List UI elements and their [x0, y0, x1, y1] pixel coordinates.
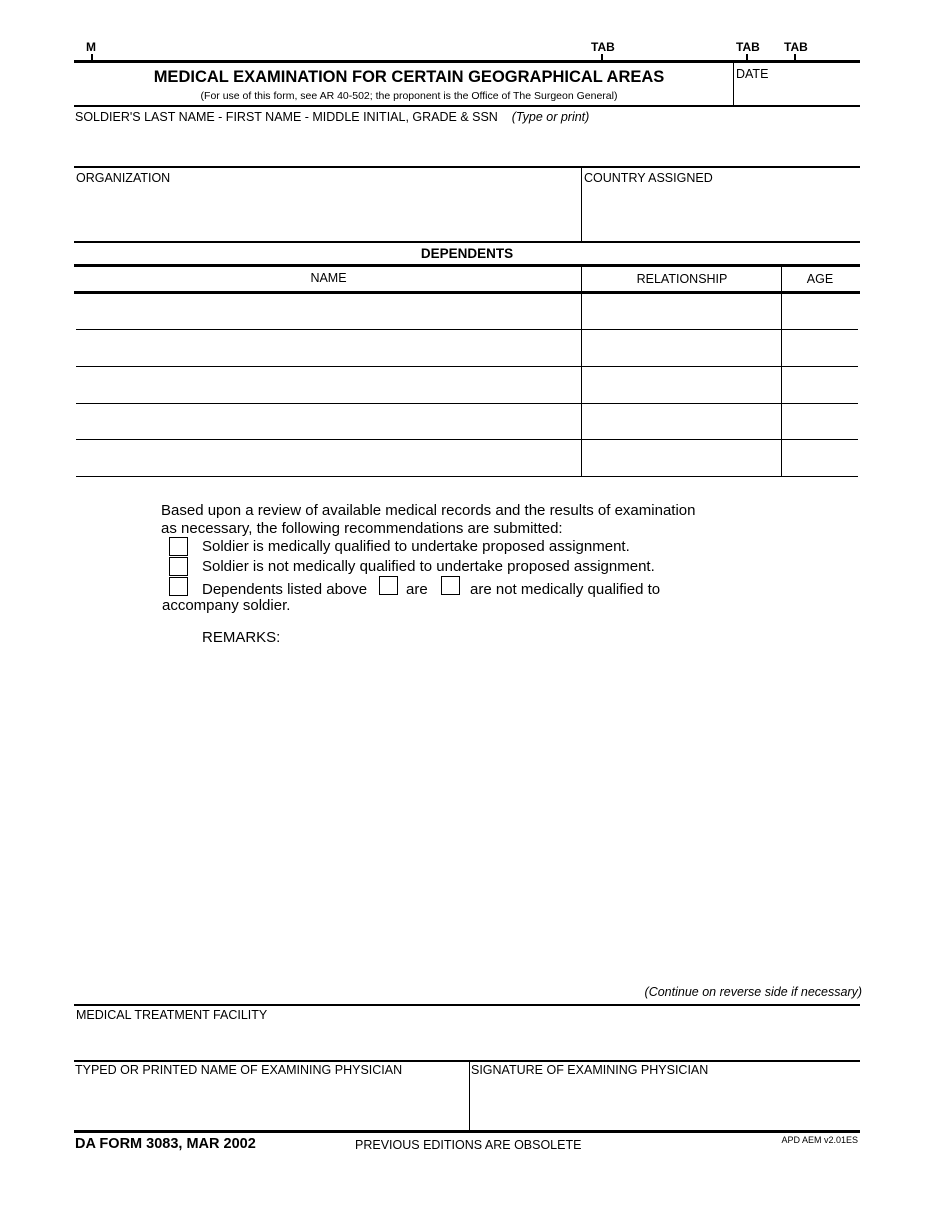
dependent-relationship-input[interactable]: [586, 372, 776, 398]
dependents-header-rule: [74, 291, 860, 294]
header-bottom-rule: [74, 105, 860, 107]
physician-top-rule: [74, 1060, 860, 1062]
column-header-relationship: RELATIONSHIP: [636, 272, 728, 286]
option-dependents-are-not: are not medically qualified to: [470, 581, 661, 598]
physician-name-label: TYPED OR PRINTED NAME OF EXAMINING PHYSICIAN: [75, 1063, 403, 1077]
physician-signature-field[interactable]: [472, 1082, 856, 1128]
physician-signature-label: SIGNATURE OF EXAMINING PHYSICIAN: [471, 1063, 709, 1077]
dependent-name-input[interactable]: [80, 335, 576, 361]
continue-note: (Continue on reverse side if necessary): [644, 985, 862, 999]
option-soldier-not-qualified: Soldier is not medically qualified to undertake proposed assignment.: [202, 558, 655, 575]
country-assigned-label: COUNTRY ASSIGNED: [584, 171, 713, 185]
facility-top-rule: [74, 1004, 860, 1006]
header-top-rule: [74, 60, 860, 63]
physician-divider: [469, 1062, 470, 1132]
recommendations-intro-line2: as necessary, the following recommendations are submitted:: [161, 520, 563, 537]
column-header-name: NAME: [310, 271, 347, 285]
dependent-age-input[interactable]: [786, 372, 854, 398]
physician-name-input[interactable]: [78, 1085, 464, 1125]
soldier-name-label-text: SOLDIER'S LAST NAME - FIRST NAME - MIDDLE INITIAL, GRADE & SSN: [75, 110, 498, 124]
option-dependents-prefix: Dependents listed above: [202, 581, 368, 598]
row-rule: [76, 403, 858, 404]
remarks-label: REMARKS:: [202, 629, 281, 646]
row-rule: [76, 476, 858, 477]
option-dependents-continuation: accompany soldier.: [162, 597, 291, 614]
dependents-divider-name: [581, 266, 582, 477]
dependent-relationship-input[interactable]: [586, 298, 776, 324]
form-title: MEDICAL EXAMINATION FOR CERTAIN GEOGRAPHICAL AREAS: [153, 68, 665, 86]
checkbox-dependents[interactable]: [169, 577, 188, 596]
dependent-relationship-input[interactable]: [586, 444, 776, 470]
soldier-name-hint: (Type or print): [511, 110, 590, 124]
row-rule: [76, 366, 858, 367]
dependent-name-input[interactable]: [80, 444, 576, 470]
country-assigned-input[interactable]: [586, 192, 856, 236]
soldier-name-label: [75, 110, 589, 124]
organization-input[interactable]: [78, 192, 576, 236]
dependent-relationship-input[interactable]: [586, 408, 776, 434]
checkbox-dependents-are[interactable]: [379, 576, 398, 595]
previous-editions-note: PREVIOUS EDITIONS ARE OBSOLETE: [355, 1138, 582, 1152]
soldier-bottom-rule: [74, 166, 860, 168]
recommendations-intro-line1: Based upon a review of available medical records and the results of examination: [161, 502, 696, 519]
dependent-age-input[interactable]: [786, 298, 854, 324]
option-dependents-are: are: [406, 581, 428, 598]
dependent-age-input[interactable]: [786, 444, 854, 470]
dependents-title-rule: [74, 264, 860, 267]
dependent-name-input[interactable]: [80, 408, 576, 434]
dependent-age-input[interactable]: [786, 408, 854, 434]
form-id: DA FORM 3083, MAR 2002: [75, 1136, 256, 1152]
tab-marker-m: M: [86, 40, 96, 54]
row-rule: [76, 329, 858, 330]
remarks-input[interactable]: [202, 652, 860, 976]
date-label: DATE: [736, 67, 769, 81]
form-subtitle: (For use of this form, see AR 40-502; the proponent is the Office of The Surgeon General): [200, 90, 618, 102]
date-input[interactable]: [737, 84, 855, 102]
column-header-age: AGE: [806, 272, 834, 286]
checkbox-soldier-qualified[interactable]: [169, 537, 188, 556]
facility-label: MEDICAL TREATMENT FACILITY: [76, 1008, 268, 1022]
dependent-relationship-input[interactable]: [586, 335, 776, 361]
soldier-name-input[interactable]: [78, 134, 856, 162]
dependent-name-input[interactable]: [80, 372, 576, 398]
organization-bottom-rule: [74, 241, 860, 243]
country-divider: [581, 168, 582, 242]
tab-marker-2: TAB: [736, 40, 760, 54]
tab-marker-1: TAB: [591, 40, 615, 54]
tab-marker-3: TAB: [784, 40, 808, 54]
date-divider: [733, 62, 734, 106]
facility-input[interactable]: [78, 1028, 856, 1054]
dependents-divider-age: [781, 266, 782, 477]
dependent-age-input[interactable]: [786, 335, 854, 361]
footer-top-rule: [74, 1130, 860, 1133]
organization-label: ORGANIZATION: [76, 171, 171, 185]
row-rule: [76, 439, 858, 440]
dependent-name-input[interactable]: [80, 298, 576, 324]
option-soldier-qualified: Soldier is medically qualified to undertake proposed assignment.: [202, 538, 630, 555]
checkbox-dependents-are-not[interactable]: [441, 576, 460, 595]
checkbox-soldier-not-qualified[interactable]: [169, 557, 188, 576]
dependents-title: DEPENDENTS: [420, 246, 514, 261]
version-label: APD AEM v2.01ES: [781, 1135, 858, 1145]
